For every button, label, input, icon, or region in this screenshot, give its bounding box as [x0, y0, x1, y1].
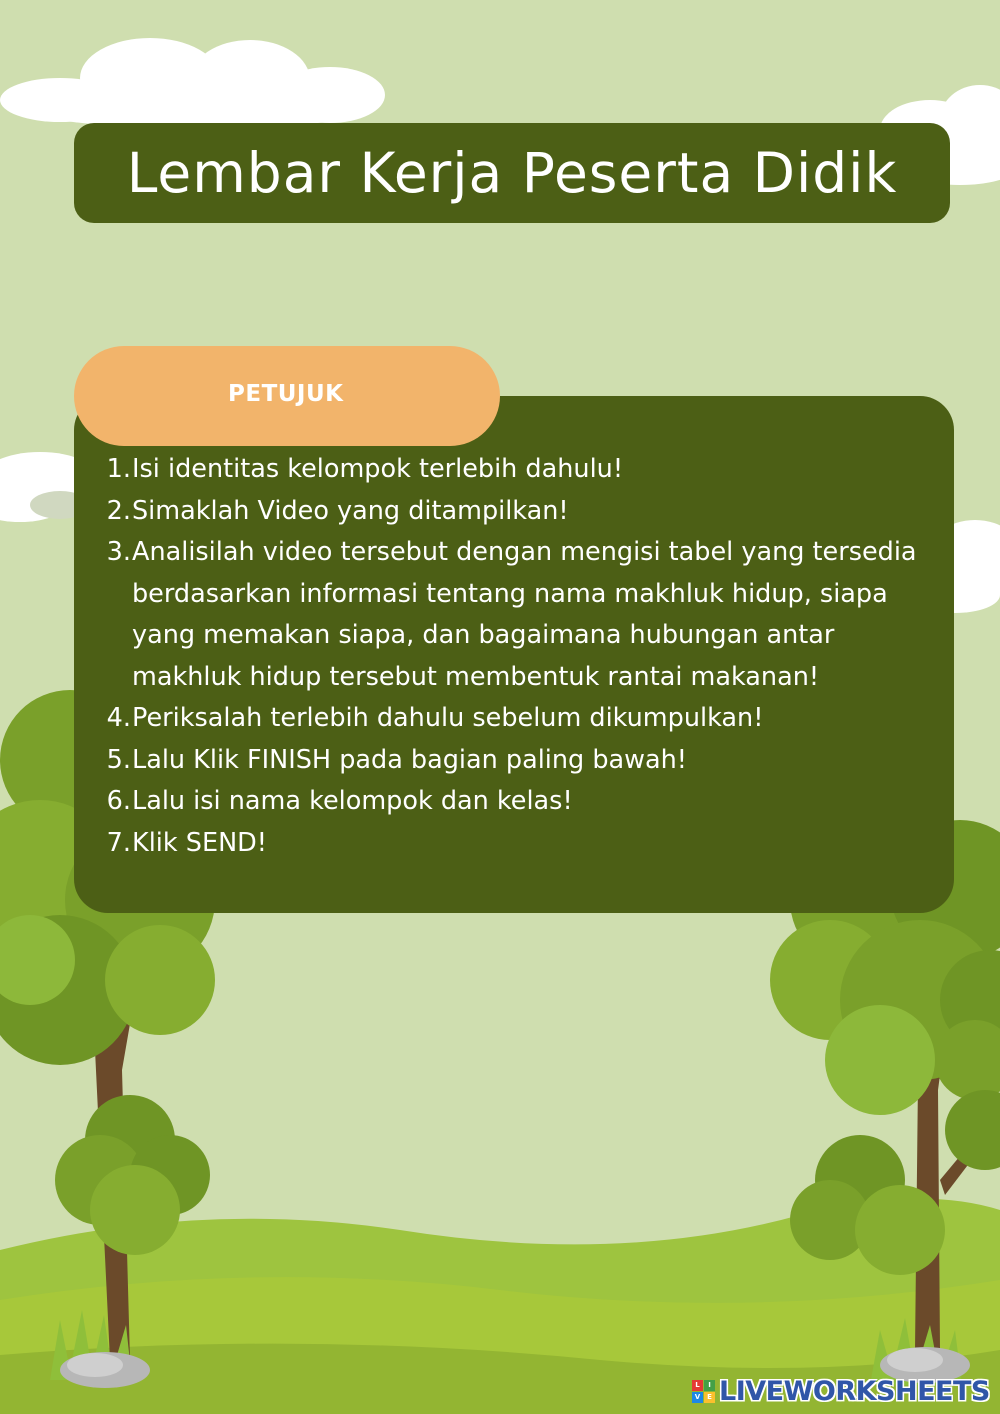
step-number: 6. [106, 786, 131, 816]
step-text: Lalu isi nama kelompok dan kelas! [132, 786, 573, 816]
list-item [100, 491, 930, 533]
liveworksheets-mark-icon [692, 1380, 715, 1403]
list-item [100, 698, 930, 740]
list-item [100, 449, 930, 491]
step-number: 5. [106, 744, 131, 775]
page-title: Lembar Kerja Peserta Didik [126, 141, 898, 205]
mark-letter: I [704, 1380, 715, 1391]
step-number: 7. [106, 827, 131, 858]
step-text: Periksalah terlebih dahulu sebelum dikumpulkan! [132, 703, 764, 733]
step-number: 1. [106, 454, 131, 484]
instructions-list [100, 449, 930, 864]
step-number: 4. [106, 703, 131, 733]
list-item [100, 740, 930, 782]
step-text: Simaklah Video yang ditampilkan! [132, 495, 569, 526]
title-banner [74, 123, 950, 223]
step-number: 2. [106, 495, 131, 526]
step-number: 3. [106, 537, 131, 567]
section-label: PETUJUK [228, 381, 344, 407]
list-item [100, 532, 930, 698]
step-text: Analisilah video tersebut dengan mengisi tabel yang tersedia berdasarkan informasi tentang nama makhluk hidup, siapa yang memakan siapa, dan bagaimana hubungan antar makhluk hidup tersebut membentuk rantai makanan! [132, 537, 917, 692]
step-text: Klik SEND! [132, 827, 267, 858]
mark-letter: E [704, 1392, 715, 1403]
step-text: Lalu Klik FINISH pada bagian paling bawah! [132, 744, 688, 775]
mark-letter: V [692, 1392, 703, 1403]
step-text: Isi identitas kelompok terlebih dahulu! [132, 454, 624, 484]
liveworksheets-wordmark: LIVEWORKSHEETS [719, 1375, 990, 1407]
mark-letter: L [692, 1380, 703, 1391]
list-item [100, 781, 930, 823]
liveworksheets-logo[interactable] [692, 1376, 990, 1406]
list-item [100, 823, 930, 865]
